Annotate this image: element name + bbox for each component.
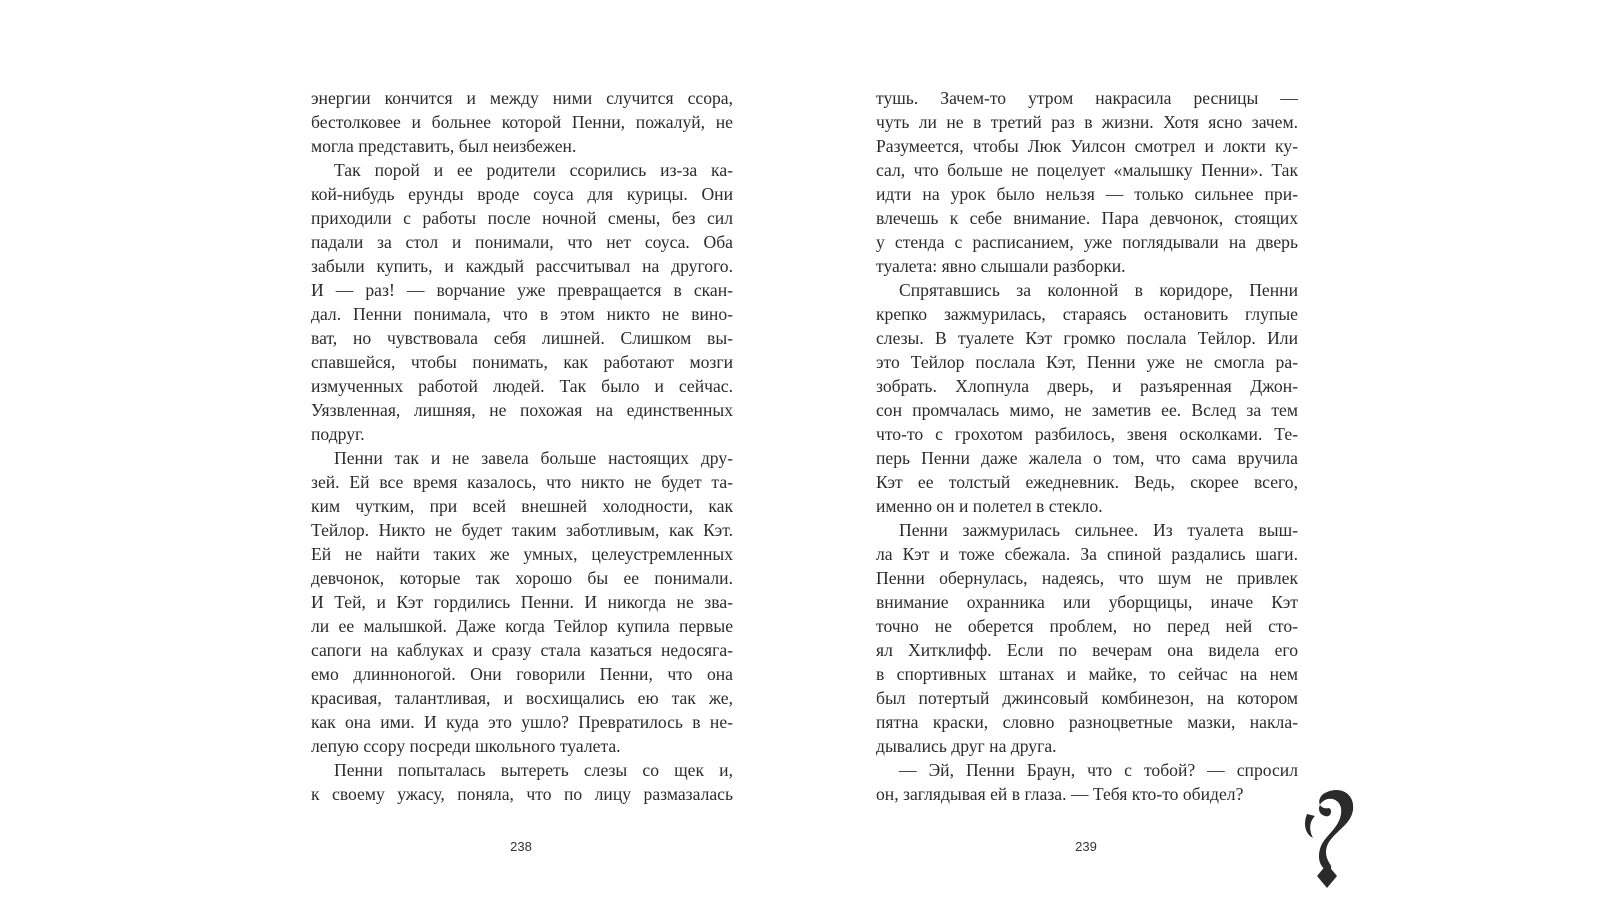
text-line: туалета: явно слышали разборки. [876,256,1126,276]
text-line: точно не оберется проблем, но перед ней сто- [876,616,1298,636]
text-line: подруг. [311,424,365,444]
text-line: к своему ужасу, поняла, что по лицу размазалась [311,784,733,804]
text-line: девчонок, которые так хорошо бы ее понимали. [311,568,733,588]
text-line: ли ее малышкой. Даже когда Тейлор купила первые [311,616,733,636]
text-line: могла представить, был неизбежен. [311,136,577,156]
text-line: зей. Ей все время казалось, что никто не будет та- [311,472,733,492]
text-line: — Эй, Пенни Браун, что с тобой? — спросил [899,760,1298,780]
text-line: перь Пенни даже жалела о том, что сама вручила [876,448,1298,468]
text-line: ла Кэт и тоже сбежала. За спиной раздались шаги. [876,544,1298,564]
text-line: ким чутким, при всей внешней холодности, как [311,496,733,516]
text-line: был потертый джинсовый комбинезон, на котором [876,688,1298,708]
text-line: крепко зажмурилась, стараясь остановить глупые [876,304,1298,324]
text-line: идти на урок было нельзя — только сильнее при- [876,184,1298,204]
text-line: лепую ссору посреди школьного туалета. [311,736,621,756]
text-line: Уязвленная, лишняя, не похожая на единственных [311,400,733,420]
text-line: сон промчалась мимо, не заметив ее. Вслед за тем [876,400,1298,420]
text-line: Разумеется, чтобы Люк Уилсон смотрел и локти ку- [876,136,1298,156]
left-page-text [311,86,733,806]
text-line: красивая, талантливая, и восхищались ею так же, [311,688,733,708]
text-line: дывались друг на друга. [876,736,1057,756]
text-line: именно он и полетел в стекло. [876,496,1103,516]
text-line: сал, что больше не поцелует «малышку Пенни». Так [876,160,1298,180]
text-line: И — раз! — ворчание уже превращается в скан- [311,280,733,300]
text-line: энергии кончится и между ними случится ссора, [311,88,733,108]
text-line: тушь. Зачем-то утром накрасила ресницы — [876,88,1298,108]
text-line: сапоги на каблуках и сразу стала казаться недосяга- [311,640,733,660]
text-line: И Тей, и Кэт гордились Пенни. И никогда не зва- [311,592,733,612]
text-line: пятна краски, словно разноцветные мазки, накла- [876,712,1298,732]
text-line: Пенни обернулась, надеясь, что шум не привлек [876,568,1298,588]
text-line: кой-нибудь ерунды вроде соуса для курицы. Они [311,184,733,204]
text-line: падали за стол и понимали, что нет соуса. Оба [311,232,733,252]
text-line: емо длинноногой. Они говорили Пенни, что она [311,664,733,684]
text-line: бестолковее и больнее которой Пенни, пожалуй, не [311,112,733,132]
text-line: слезы. В туалете Кэт громко послала Тейлор. Или [876,328,1298,348]
text-line: Спрятавшись за колонной в коридоре, Пенни [899,280,1298,300]
left-page-number: 238 [510,839,532,854]
text-line: измученных работой людей. Так было и сейчас. [311,376,733,396]
text-line: Пенни так и не завела больше настоящих дру- [334,448,733,468]
text-line: ял Хитклифф. Если по вечерам она видела его [876,640,1298,660]
text-line: это Тейлор послала Кэт, Пенни уже не смогла ра- [876,352,1298,372]
text-line: приходили с работы после ночной смены, без сил [311,208,733,228]
text-line: забыли купить, и каждый рассчитывал на другого. [311,256,733,276]
right-page-number: 239 [1075,839,1097,854]
swirl-heart-ornament-icon [1297,784,1361,888]
text-line: спавшейся, чтобы понимать, как работают мозги [311,352,733,372]
text-line: у стенда с расписанием, уже поглядывали на дверь [876,232,1298,252]
text-line: дал. Пенни понимала, что в этом никто не вино- [311,304,733,324]
text-line: как она ими. И куда это ушло? Превратилось в не- [311,712,733,732]
right-page-text [876,86,1298,806]
text-line: зобрать. Хлопнула дверь, и разъяренная Джон- [876,376,1298,396]
text-line: Ей не найти таких же умных, целеустремленных [311,544,733,564]
text-line: что-то с грохотом разбилось, звеня осколками. Те- [876,424,1298,444]
text-line: Пенни зажмурилась сильнее. Из туалета выш- [899,520,1298,540]
text-line: внимание охранника или уборщицы, иначе Кэт [876,592,1298,612]
text-line: Кэт ее толстый ежедневник. Ведь, скорее всего, [876,472,1298,492]
text-line: Так порой и ее родители ссорились из-за ка- [334,160,733,180]
text-line: он, заглядывая ей в глаза. — Тебя кто-то обидел? [876,784,1244,804]
text-line: чуть ли не в третий раз в жизни. Хотя ясно зачем. [876,112,1298,132]
text-line: ват, но чувствовала себя лишней. Слишком вы- [311,328,733,348]
text-line: Тейлор. Никто не будет таким заботливым, как Кэт. [311,520,733,540]
text-line: в спортивных штанах и майке, то сейчас на нем [876,664,1298,684]
text-line: влечешь к себе внимание. Пара девчонок, стоящих [876,208,1298,228]
text-line: Пенни попыталась вытереть слезы со щек и, [334,760,733,780]
